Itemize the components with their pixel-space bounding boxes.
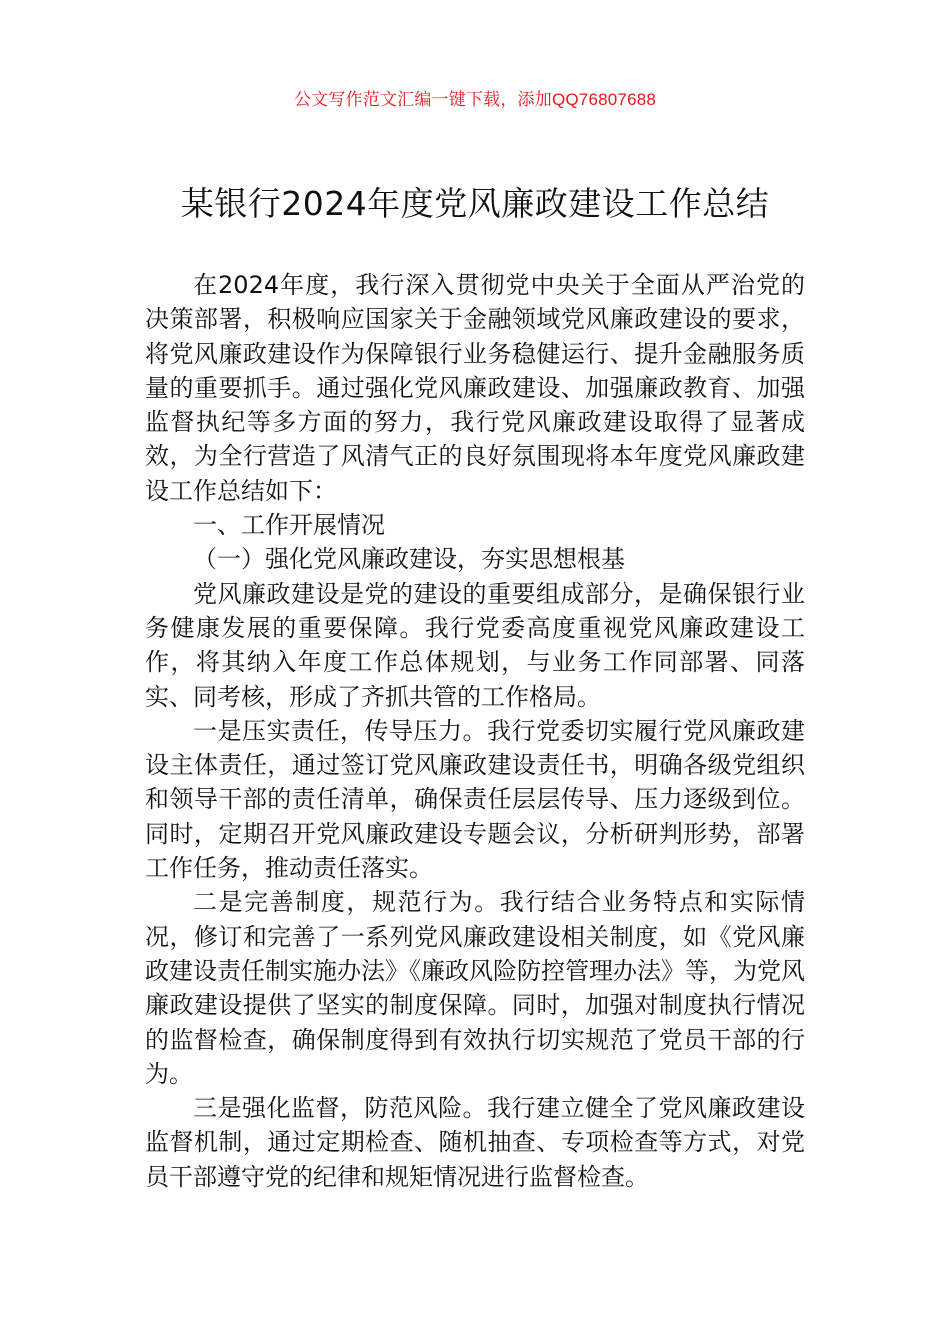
subsection-heading-1: （一）强化党风廉政建设，夯实思想根基 [193,545,625,574]
intro-paragraph: 在2024年度，我行深入贯彻党中央关于全面从严治党的决策部署，积极响应国家关于金融领域党风廉政建设的要求，将党风廉政建设作为保障银行业务稳健运行、提升金融服务质量的重要抓手。通过强化党风廉政建设、加强廉政教育、加强监督执纪等多方面的努力，我行党风廉政建设取得了显著成效，为全行营造了风清气正的良好氛围现将本年度党风廉政建设工作总结如下： [145,271,805,505]
paragraph-4: 三是强化监督，防范风险。我行建立健全了党风廉政建设监督机制，通过定期检查、随机抽查、专项检查等方式，对党员干部遵守党的纪律和规矩情况进行监督检查。 [145,1094,805,1191]
section-heading-1: 一、工作开展情况 [193,511,385,540]
document-body [145,268,805,1194]
paragraph-1: 党风廉政建设是党的建设的重要组成部分，是确保银行业务健康发展的重要保障。我行党委高度重视党风廉政建设工作，将其纳入年度工作总体规划，与业务工作同部署、同落实、同考核，形成了齐抓共管的工作格局。 [145,579,805,711]
paragraph-3: 二是完善制度，规范行为。我行结合业务特点和实际情况，修订和完善了一系列党风廉政建设相关制度，如《党风廉政建设责任制实施办法》《廉政风险防控管理办法》等，为党风廉政建设提供了坚实的制度保障。同时，加强对制度执行情况的监督检查，确保制度得到有效执行切实规范了党员干部的行为。 [145,888,805,1088]
download-ad-banner: 公文写作范文汇编一键下载，添加QQ76807688 [293,90,657,109]
document-title: 某银行2024年度党风廉政建设工作总结 [180,184,770,223]
paragraph-2: 一是压实责任，传导压力。我行党委切实履行党风廉政建设主体责任，通过签订党风廉政建设责任书，明确各级党组织和领导干部的责任清单，确保责任层层传导、压力逐级到位。同时，定期召开党风廉政建设专题会议，分析研判形势，部署工作任务，推动责任落实。 [145,716,805,883]
